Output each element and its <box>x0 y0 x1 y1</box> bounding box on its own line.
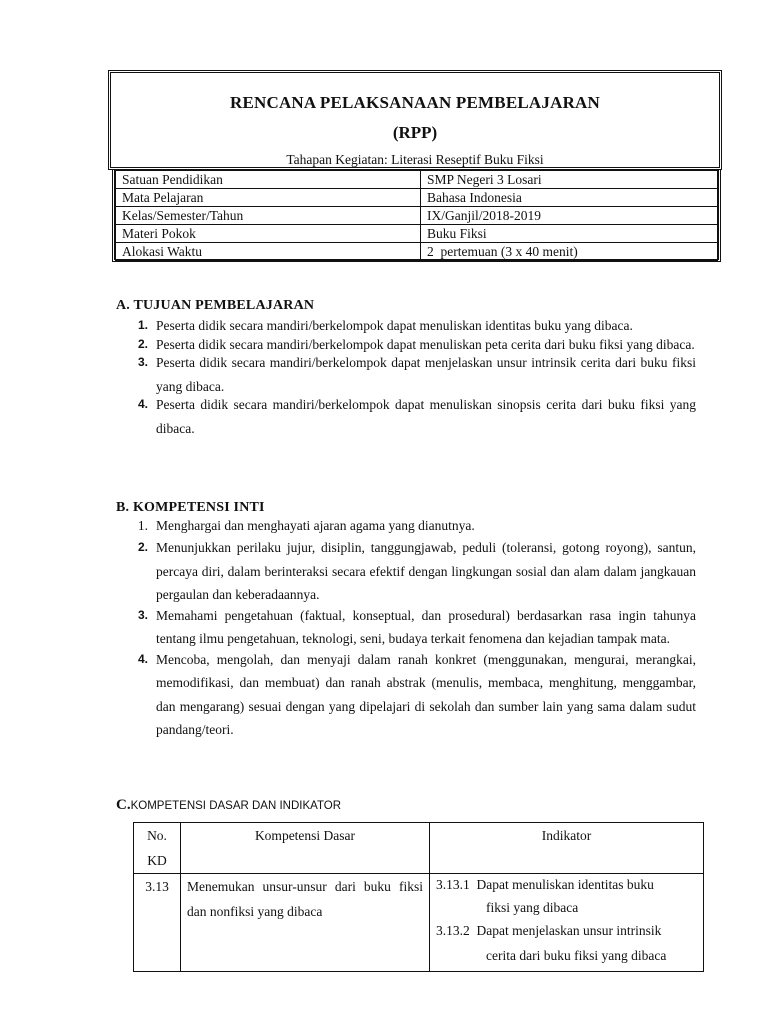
indicator-cell <box>430 874 704 972</box>
list-text: Peserta didik secara mandiri/berkelompok dapat menuliskan peta cerita dari buku fiksi yang dibaca. <box>156 336 695 352</box>
document-header-box <box>108 70 722 170</box>
indicator-text-cont: fiksi yang dibaca <box>486 900 579 915</box>
document-abbreviation: (RPP) <box>392 123 438 142</box>
list-number: 3. <box>137 355 148 369</box>
column-header-indikator: Indikator <box>430 823 704 874</box>
identity-key: Materi Pokok <box>116 225 421 243</box>
indicator-code: 3.13.1 <box>436 877 470 892</box>
section-c-letter: C. <box>116 797 131 813</box>
indicator-item <box>436 874 697 895</box>
list-text: Peserta didik secara mandiri/berkelompok dapat menuliskan sinopsis cerita dari buku fiksi yang dibaca. <box>156 397 696 436</box>
indicator-item <box>436 920 697 941</box>
column-header-kompetensi-dasar: Kompetensi Dasar <box>181 823 430 874</box>
list-text: Peserta didik secara mandiri/berkelompok dapat menjelaskan unsur intrinsik cerita dari buku fiksi yang dibaca. <box>156 355 696 394</box>
identity-table <box>112 170 721 262</box>
identity-value: IX/Ganjil/2018-2019 <box>421 207 718 225</box>
identity-value: Bahasa Indonesia <box>421 189 718 207</box>
table-row <box>134 874 704 972</box>
list-item <box>122 515 696 536</box>
indicator-code: 3.13.2 <box>436 923 470 938</box>
column-header-no-kd: No. KD <box>134 823 181 874</box>
identity-key: Kelas/Semester/Tahun <box>116 207 421 225</box>
list-item <box>122 604 696 651</box>
section-a-heading: A. TUJUAN PEMBELAJARAN <box>116 298 315 313</box>
list-text: Menunjukkan perilaku jujur, disiplin, tanggungjawab, peduli (toleransi, gotong royong), santun, percaya diri, dalam berinteraksi secara efektif dengan lingkungan sosial dan alam dalam jangkauan pergaulan dan keberadaannya. <box>156 540 696 602</box>
list-text: Mencoba, mengolah, dan menyaji dalam ranah konkret (menggunakan, mengurai, merangkai, memodifikasi, dan membuat) dan ranah abstrak (menulis, membaca, menghitung, menggambar, dan mengarang) sesuai dengan yang dipelajari di sekolah dan sumber lain yang sama dalam sudut pandang/teori. <box>156 651 696 737</box>
identity-row <box>116 243 718 261</box>
list-number: 3. <box>137 607 148 622</box>
list-text: Memahami pengetahuan (faktual, konseptual, dan prosedural) berdasarkan rasa ingin tahunya tentang ilmu pengetahuan, teknologi, seni, budaya terkait fenomena dan kejadian tampak mata. <box>156 607 696 646</box>
identity-value: SMP Negeri 3 Losari <box>421 171 718 189</box>
indicator-text-cont: cerita dari buku fiksi yang dibaca <box>486 948 667 963</box>
identity-row <box>116 189 718 207</box>
list-item <box>122 648 696 742</box>
list-number: 4. <box>137 397 148 411</box>
list-text: Menghargai dan menghayati ajaran agama yang dianutnya. <box>156 518 475 533</box>
section-c-title: KOMPETENSI DASAR DAN INDIKATOR <box>130 800 342 812</box>
list-number: 2. <box>137 336 148 351</box>
identity-key: Mata Pelajaran <box>116 189 421 207</box>
section-c-heading <box>116 797 341 814</box>
section-b-heading: B. KOMPETENSI INTI <box>116 500 265 515</box>
list-item <box>122 351 696 398</box>
list-item <box>122 536 696 607</box>
kd-indicator-table <box>133 822 704 972</box>
indicator-text: Dapat menjelaskan unsur intrinsik <box>476 923 662 938</box>
learning-objectives-list <box>122 314 696 440</box>
list-item <box>122 393 696 440</box>
list-number: 1. <box>137 318 148 332</box>
document-title: RENCANA PELAKSANAAN PEMBELAJARAN <box>229 93 601 112</box>
activity-stage: Tahapan Kegiatan: Literasi Reseptif Buku Fiksi <box>286 152 544 167</box>
identity-row <box>116 207 718 225</box>
kd-number: 3.13 <box>134 874 181 972</box>
list-number: 2. <box>137 540 148 554</box>
identity-key: Alokasi Waktu <box>116 243 421 261</box>
indicator-text: Dapat menuliskan identitas buku <box>476 877 654 892</box>
identity-key: Satuan Pendidikan <box>116 171 421 189</box>
list-number: 1. <box>137 518 148 533</box>
table-header-row <box>134 823 704 874</box>
identity-row <box>116 171 718 189</box>
list-number: 4. <box>137 651 148 666</box>
identity-row <box>116 225 718 243</box>
kd-description: Menemukan unsur-unsur dari buku fiksi dan nonfiksi yang dibaca <box>181 874 430 972</box>
identity-value: Buku Fiksi <box>421 225 718 243</box>
list-text: Peserta didik secara mandiri/berkelompok dapat menuliskan identitas buku yang dibaca. <box>156 318 633 333</box>
core-competencies-list <box>122 515 696 742</box>
identity-value: 2 pertemuan (3 x 40 menit) <box>421 243 718 261</box>
